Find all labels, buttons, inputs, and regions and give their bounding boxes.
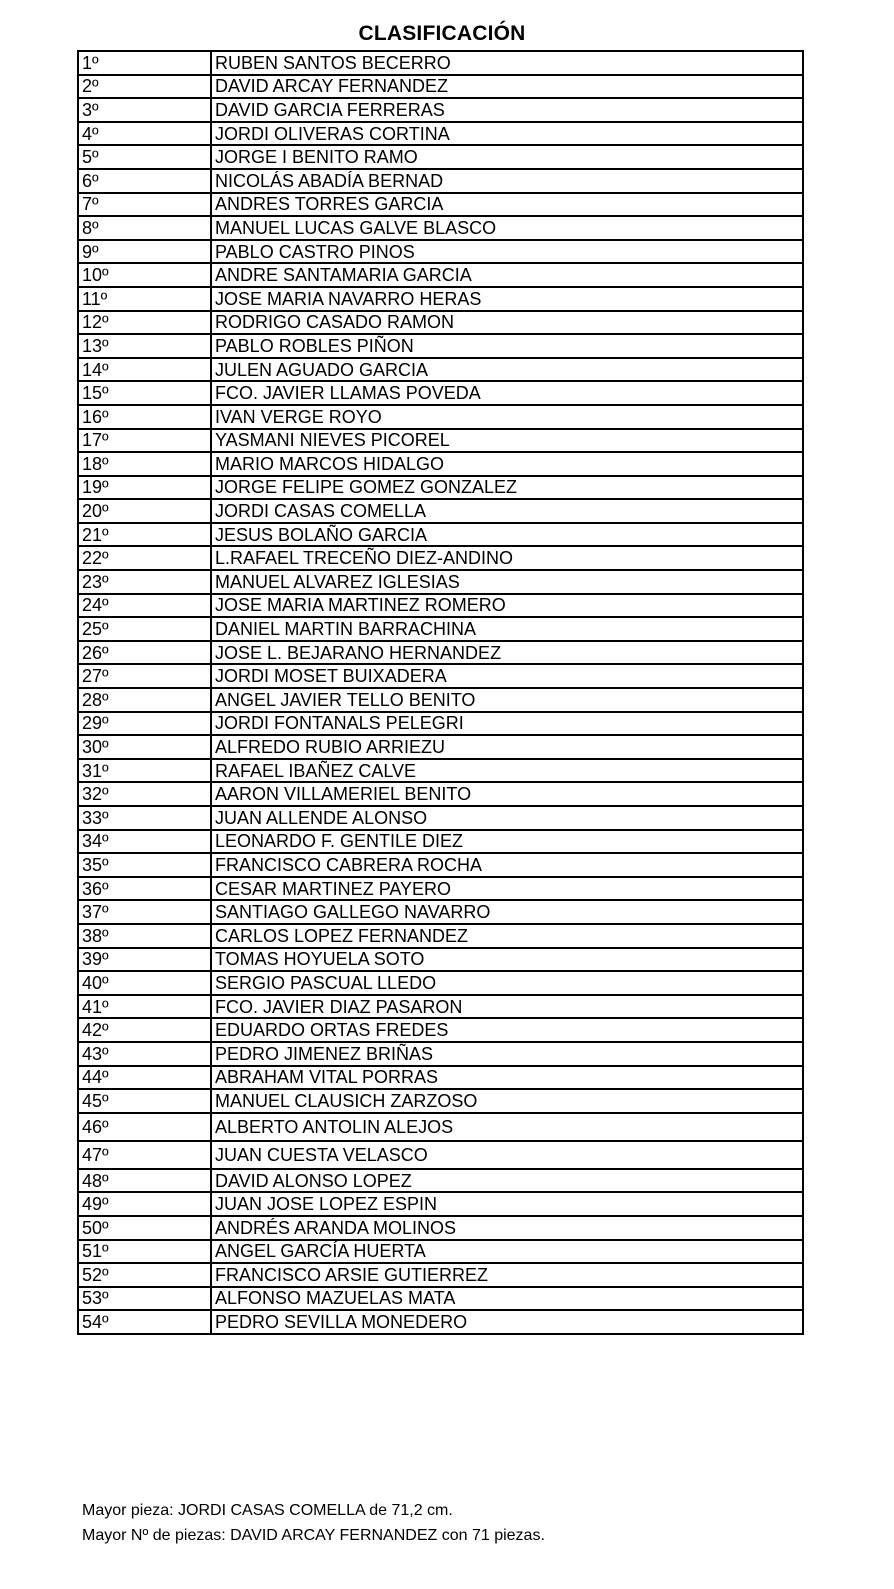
participant-name-cell: FRANCISCO CABRERA ROCHA bbox=[211, 853, 803, 877]
page-title: CLASIFICACIÓN bbox=[358, 22, 526, 45]
ranking-table bbox=[77, 50, 804, 1335]
table-row bbox=[78, 877, 803, 901]
position-cell: 52º bbox=[78, 1263, 211, 1287]
participant-name-cell: MARIO MARCOS HIDALGO bbox=[211, 452, 803, 476]
table-row bbox=[78, 216, 803, 240]
position-cell: 31º bbox=[78, 759, 211, 783]
table-row bbox=[78, 1192, 803, 1216]
participant-name-cell: JOSE MARIA NAVARRO HERAS bbox=[211, 287, 803, 311]
participant-name-cell: RUBEN SANTOS BECERRO bbox=[211, 51, 803, 75]
table-row bbox=[78, 1240, 803, 1264]
participant-name-cell: DANIEL MARTIN BARRACHINA bbox=[211, 617, 803, 641]
position-cell: 12º bbox=[78, 311, 211, 335]
position-cell: 16º bbox=[78, 405, 211, 429]
table-row bbox=[78, 735, 803, 759]
table-row bbox=[78, 51, 803, 75]
table-row bbox=[78, 1169, 803, 1193]
position-cell: 10º bbox=[78, 263, 211, 287]
table-row bbox=[78, 405, 803, 429]
position-cell: 53º bbox=[78, 1287, 211, 1311]
participant-name-cell: ANDRES TORRES GARCIA bbox=[211, 193, 803, 217]
position-cell: 51º bbox=[78, 1240, 211, 1264]
participant-name-cell: PEDRO SEVILLA MONEDERO bbox=[211, 1310, 803, 1334]
table-row bbox=[78, 1066, 803, 1090]
position-cell: 15º bbox=[78, 381, 211, 405]
position-cell: 4º bbox=[78, 122, 211, 146]
table-row bbox=[78, 546, 803, 570]
position-cell: 32º bbox=[78, 782, 211, 806]
participant-name-cell: MANUEL CLAUSICH ZARZOSO bbox=[211, 1089, 803, 1113]
position-cell: 50º bbox=[78, 1216, 211, 1240]
table-row bbox=[78, 1113, 803, 1141]
position-cell: 17º bbox=[78, 429, 211, 453]
position-cell: 41º bbox=[78, 995, 211, 1019]
position-cell: 39º bbox=[78, 948, 211, 972]
position-cell: 24º bbox=[78, 594, 211, 618]
table-row bbox=[78, 122, 803, 146]
position-cell: 8º bbox=[78, 216, 211, 240]
position-cell: 13º bbox=[78, 334, 211, 358]
position-cell: 20º bbox=[78, 499, 211, 523]
table-row bbox=[78, 971, 803, 995]
position-cell: 49º bbox=[78, 1192, 211, 1216]
position-cell: 2º bbox=[78, 75, 211, 99]
participant-name-cell: FCO. JAVIER LLAMAS POVEDA bbox=[211, 381, 803, 405]
participant-name-cell: YASMANI NIEVES PICOREL bbox=[211, 429, 803, 453]
table-row bbox=[78, 429, 803, 453]
position-cell: 48º bbox=[78, 1169, 211, 1193]
participant-name-cell: JORDI CASAS COMELLA bbox=[211, 499, 803, 523]
table-row bbox=[78, 523, 803, 547]
participant-name-cell: JORDI MOSET BUIXADERA bbox=[211, 664, 803, 688]
participant-name-cell: ANGEL JAVIER TELLO BENITO bbox=[211, 688, 803, 712]
position-cell: 3º bbox=[78, 98, 211, 122]
table-row bbox=[78, 782, 803, 806]
position-cell: 36º bbox=[78, 877, 211, 901]
participant-name-cell: L.RAFAEL TRECEÑO DIEZ-ANDINO bbox=[211, 546, 803, 570]
position-cell: 40º bbox=[78, 971, 211, 995]
table-row bbox=[78, 806, 803, 830]
table-row bbox=[78, 240, 803, 264]
footer-notes bbox=[82, 1498, 545, 1548]
position-cell: 23º bbox=[78, 570, 211, 594]
position-cell: 54º bbox=[78, 1310, 211, 1334]
participant-name-cell: ALBERTO ANTOLIN ALEJOS bbox=[211, 1113, 803, 1141]
table-row bbox=[78, 664, 803, 688]
table-row bbox=[78, 688, 803, 712]
position-cell: 27º bbox=[78, 664, 211, 688]
position-cell: 28º bbox=[78, 688, 211, 712]
position-cell: 29º bbox=[78, 712, 211, 736]
position-cell: 9º bbox=[78, 240, 211, 264]
participant-name-cell: JULEN AGUADO GARCIA bbox=[211, 358, 803, 382]
position-cell: 22º bbox=[78, 546, 211, 570]
position-cell: 1º bbox=[78, 51, 211, 75]
table-row bbox=[78, 1141, 803, 1169]
table-row bbox=[78, 1263, 803, 1287]
table-row bbox=[78, 948, 803, 972]
participant-name-cell: RODRIGO CASADO RAMON bbox=[211, 311, 803, 335]
participant-name-cell: MANUEL LUCAS GALVE BLASCO bbox=[211, 216, 803, 240]
participant-name-cell: JORDI FONTANALS PELEGRI bbox=[211, 712, 803, 736]
position-cell: 11º bbox=[78, 287, 211, 311]
table-row bbox=[78, 263, 803, 287]
table-row bbox=[78, 98, 803, 122]
table-row bbox=[78, 1042, 803, 1066]
participant-name-cell: FRANCISCO ARSIE GUTIERREZ bbox=[211, 1263, 803, 1287]
table-row bbox=[78, 287, 803, 311]
table-row bbox=[78, 452, 803, 476]
table-row bbox=[78, 900, 803, 924]
participant-name-cell: JUAN ALLENDE ALONSO bbox=[211, 806, 803, 830]
position-cell: 7º bbox=[78, 193, 211, 217]
participant-name-cell: IVAN VERGE ROYO bbox=[211, 405, 803, 429]
participant-name-cell: PEDRO JIMENEZ BRIÑAS bbox=[211, 1042, 803, 1066]
table-row bbox=[78, 381, 803, 405]
participant-name-cell: ANDRE SANTAMARIA GARCIA bbox=[211, 263, 803, 287]
participant-name-cell: JUAN CUESTA VELASCO bbox=[211, 1141, 803, 1169]
table-row bbox=[78, 193, 803, 217]
table-row bbox=[78, 995, 803, 1019]
participant-name-cell: ALFONSO MAZUELAS MATA bbox=[211, 1287, 803, 1311]
position-cell: 19º bbox=[78, 476, 211, 500]
table-row bbox=[78, 830, 803, 854]
position-cell: 38º bbox=[78, 924, 211, 948]
participant-name-cell: RAFAEL IBAÑEZ CALVE bbox=[211, 759, 803, 783]
footer-biggest-piece: Mayor pieza: JORDI CASAS COMELLA de 71,2 cm. bbox=[82, 1502, 453, 1519]
participant-name-cell: PABLO ROBLES PIÑON bbox=[211, 334, 803, 358]
participant-name-cell: AARON VILLAMERIEL BENITO bbox=[211, 782, 803, 806]
table-row bbox=[78, 334, 803, 358]
position-cell: 46º bbox=[78, 1113, 211, 1141]
participant-name-cell: NICOLÁS ABADÍA BERNAD bbox=[211, 169, 803, 193]
table-row bbox=[78, 1216, 803, 1240]
participant-name-cell: ANDRÉS ARANDA MOLINOS bbox=[211, 1216, 803, 1240]
position-cell: 30º bbox=[78, 735, 211, 759]
table-row bbox=[78, 641, 803, 665]
table-row bbox=[78, 499, 803, 523]
participant-name-cell: LEONARDO F. GENTILE DIEZ bbox=[211, 830, 803, 854]
participant-name-cell: ANGEL GARCÍA HUERTA bbox=[211, 1240, 803, 1264]
position-cell: 6º bbox=[78, 169, 211, 193]
table-row bbox=[78, 358, 803, 382]
position-cell: 26º bbox=[78, 641, 211, 665]
participant-name-cell: JORGE FELIPE GOMEZ GONZALEZ bbox=[211, 476, 803, 500]
participant-name-cell: DAVID ALONSO LOPEZ bbox=[211, 1169, 803, 1193]
participant-name-cell: PABLO CASTRO PINOS bbox=[211, 240, 803, 264]
participant-name-cell: DAVID GARCIA FERRERAS bbox=[211, 98, 803, 122]
position-cell: 47º bbox=[78, 1141, 211, 1169]
position-cell: 25º bbox=[78, 617, 211, 641]
position-cell: 21º bbox=[78, 523, 211, 547]
ranking-table-body bbox=[78, 51, 803, 1334]
table-row bbox=[78, 594, 803, 618]
participant-name-cell: ABRAHAM VITAL PORRAS bbox=[211, 1066, 803, 1090]
table-row bbox=[78, 1310, 803, 1334]
position-cell: 35º bbox=[78, 853, 211, 877]
position-cell: 42º bbox=[78, 1018, 211, 1042]
participant-name-cell: TOMAS HOYUELA SOTO bbox=[211, 948, 803, 972]
position-cell: 5º bbox=[78, 145, 211, 169]
participant-name-cell: JORDI OLIVERAS CORTINA bbox=[211, 122, 803, 146]
participant-name-cell: JESUS BOLAÑO GARCIA bbox=[211, 523, 803, 547]
table-row bbox=[78, 311, 803, 335]
position-cell: 44º bbox=[78, 1066, 211, 1090]
table-row bbox=[78, 476, 803, 500]
footer-most-pieces: Mayor Nº de piezas: DAVID ARCAY FERNANDEZ con 71 piezas. bbox=[82, 1527, 545, 1544]
position-cell: 33º bbox=[78, 806, 211, 830]
position-cell: 43º bbox=[78, 1042, 211, 1066]
participant-name-cell: CARLOS LOPEZ FERNANDEZ bbox=[211, 924, 803, 948]
position-cell: 45º bbox=[78, 1089, 211, 1113]
participant-name-cell: DAVID ARCAY FERNANDEZ bbox=[211, 75, 803, 99]
position-cell: 37º bbox=[78, 900, 211, 924]
participant-name-cell: ALFREDO RUBIO ARRIEZU bbox=[211, 735, 803, 759]
table-row bbox=[78, 1287, 803, 1311]
table-row bbox=[78, 75, 803, 99]
participant-name-cell: CESAR MARTINEZ PAYERO bbox=[211, 877, 803, 901]
table-row bbox=[78, 924, 803, 948]
table-row bbox=[78, 1089, 803, 1113]
table-row bbox=[78, 759, 803, 783]
table-row bbox=[78, 1018, 803, 1042]
participant-name-cell: JOSE MARIA MARTINEZ ROMERO bbox=[211, 594, 803, 618]
table-row bbox=[78, 853, 803, 877]
position-cell: 14º bbox=[78, 358, 211, 382]
participant-name-cell: SANTIAGO GALLEGO NAVARRO bbox=[211, 900, 803, 924]
participant-name-cell: FCO. JAVIER DIAZ PASARON bbox=[211, 995, 803, 1019]
position-cell: 34º bbox=[78, 830, 211, 854]
participant-name-cell: JUAN JOSE LOPEZ ESPIN bbox=[211, 1192, 803, 1216]
participant-name-cell: JOSE L. BEJARANO HERNANDEZ bbox=[211, 641, 803, 665]
participant-name-cell: EDUARDO ORTAS FREDES bbox=[211, 1018, 803, 1042]
participant-name-cell: MANUEL ALVAREZ IGLESIAS bbox=[211, 570, 803, 594]
table-row bbox=[78, 145, 803, 169]
participant-name-cell: SERGIO PASCUAL LLEDO bbox=[211, 971, 803, 995]
table-row bbox=[78, 712, 803, 736]
participant-name-cell: JORGE I BENITO RAMO bbox=[211, 145, 803, 169]
table-row bbox=[78, 570, 803, 594]
table-row bbox=[78, 617, 803, 641]
position-cell: 18º bbox=[78, 452, 211, 476]
table-row bbox=[78, 169, 803, 193]
